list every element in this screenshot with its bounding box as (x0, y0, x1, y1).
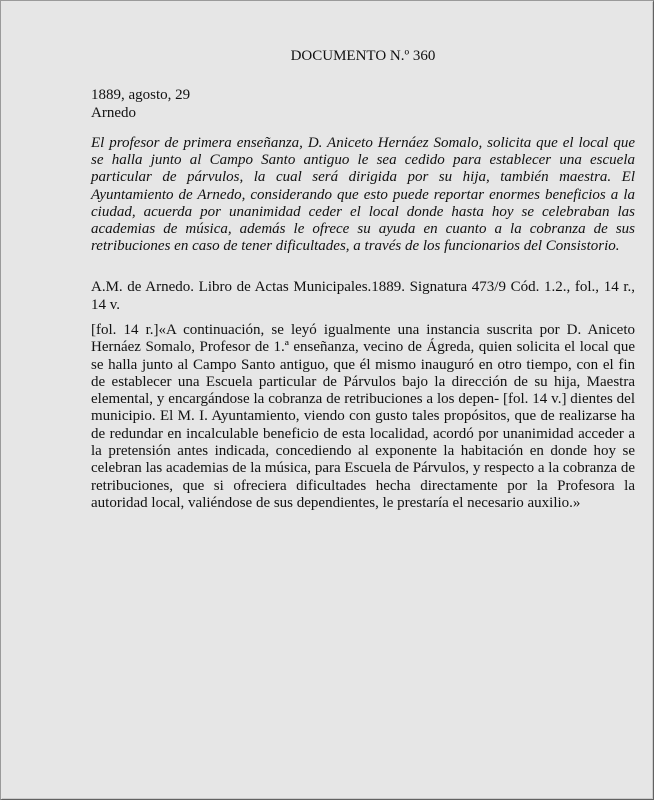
document-heading: DOCUMENTO N.º 360 (290, 48, 436, 64)
document-transcript: [fol. 14 r.]«A continuación, se leyó igualmente una instancia suscrita por D. Aniceto Hernáez Somalo, Profesor de 1.ª enseñanza, vecino de Ágreda, quien solicita el local que se halla junto al Campo Santo antiguo, que él mismo inauguró en otro tiempo, con el fin de establecer una Escuela particular de Párvulos bajo la dirección de su hija, Maestra elemental, y encargándose la cobranza de retribuciones a los depen- [fol. 14 v.] dientes del municipio. El M. I. Ayuntamiento, viendo con gusto tales propósitos, que de realizarse ha de redundar en incalculable beneficio de esta localidad, acordó por unanimidad acceder a la pretensión antes indicada, concediendo al exponente la habitación en donde hoy se celebran las academias de la música, para Escuela de Párvulos, y respecto a la cobranza de retribuciones, que si ofreciera dificultades hecha directamente por la Profesora la autoridad local, valiéndose de sus dependientes, le prestaría el necesario auxilio.» (91, 322, 635, 511)
document-date: 1889, agosto, 29 (91, 87, 191, 103)
archival-source: A.M. de Arnedo. Libro de Actas Municipales.1889. Signatura 473/9 Cód. 1.2., fol., 14 r., 14 v. (91, 279, 635, 313)
date-place-block (91, 86, 635, 122)
document-summary: El profesor de primera enseñanza, D. Aniceto Hernáez Somalo, solicita que el local que se halla junto al Campo Santo antiguo le sea cedido para establecer una escuela particular de párvulos, la cual será dirigida por su hija, también maestra. El Ayuntamiento de Arnedo, considerando que esto puede reportar enormes beneficios a la ciudad, acuerda por unanimidad ceder el local donde hasta hoy se celebraban las academias de música, además le ofrece su ayuda en cuanto a la cobranza de sus retribuciones en caso de tener dificultades, a través de los funcionarios del Consistorio. (91, 135, 635, 255)
document-place: Arnedo (91, 105, 136, 121)
